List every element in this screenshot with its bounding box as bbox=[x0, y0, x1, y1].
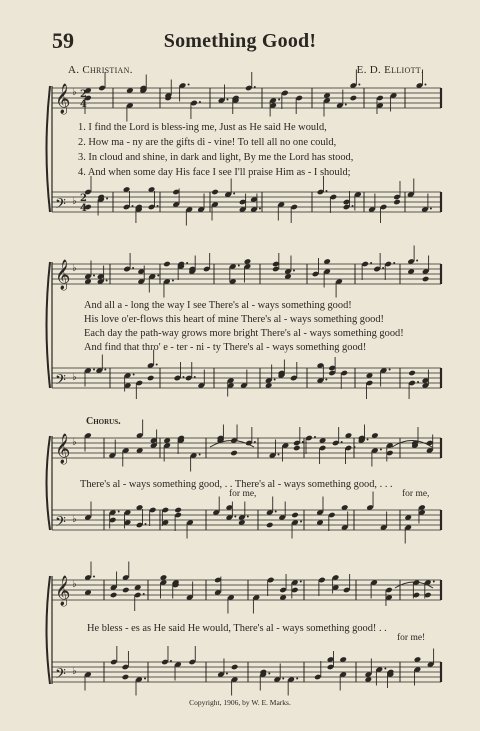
page-number: 59 bbox=[52, 28, 74, 53]
system-brace bbox=[47, 576, 51, 684]
time-signature: 4 bbox=[80, 99, 87, 110]
dot bbox=[233, 193, 235, 195]
dot bbox=[182, 376, 184, 378]
dot bbox=[106, 198, 108, 200]
dot bbox=[247, 516, 249, 518]
dot bbox=[382, 267, 384, 269]
chorus-echo-3: for me! bbox=[397, 633, 426, 643]
clef-symbol: 𝄢 bbox=[55, 372, 66, 392]
note-head bbox=[422, 276, 430, 283]
dot bbox=[234, 516, 236, 518]
flat-sign: ♭ bbox=[72, 579, 77, 590]
dot bbox=[278, 99, 280, 101]
note-head bbox=[266, 522, 274, 529]
dot bbox=[325, 190, 327, 192]
chorus-lyric-1: There's al - ways something good, . . There's al - ways something good, . . . bbox=[80, 479, 393, 490]
note-head bbox=[110, 592, 118, 599]
dot bbox=[393, 262, 395, 264]
dot bbox=[302, 441, 304, 443]
dot bbox=[417, 381, 419, 383]
chorus-label: Chorus. bbox=[86, 416, 121, 427]
dot bbox=[254, 441, 256, 443]
note-head bbox=[122, 587, 130, 594]
dot bbox=[314, 436, 316, 438]
dot bbox=[132, 267, 134, 269]
dot bbox=[157, 275, 159, 277]
dot bbox=[424, 84, 426, 86]
chorus-echo-2: for me, bbox=[402, 489, 430, 499]
dot bbox=[430, 208, 432, 210]
time-signature: 4 bbox=[80, 203, 87, 214]
flat-sign: ♭ bbox=[72, 666, 77, 677]
dot bbox=[351, 205, 353, 207]
dot bbox=[268, 673, 270, 675]
dot bbox=[145, 523, 147, 525]
dot bbox=[293, 270, 295, 272]
dot bbox=[367, 439, 369, 441]
dot bbox=[300, 581, 302, 583]
flat-sign: ♭ bbox=[72, 196, 77, 207]
flat-sign: ♭ bbox=[72, 514, 77, 525]
verse-line-6: His love o'er-flows this heart of mine There's al - ways something good! bbox=[84, 314, 384, 325]
author-credit: E. D. Elliott. bbox=[356, 64, 424, 76]
dot bbox=[358, 84, 360, 86]
note-head bbox=[174, 507, 182, 514]
clef-symbol: 𝄞 bbox=[55, 84, 71, 114]
clef-symbol: 𝄞 bbox=[55, 576, 71, 606]
dot bbox=[370, 262, 372, 264]
dot bbox=[389, 369, 391, 371]
dot bbox=[341, 441, 343, 443]
dot bbox=[188, 84, 190, 86]
dot bbox=[93, 576, 95, 578]
dot bbox=[199, 454, 201, 456]
dot bbox=[259, 208, 261, 210]
flat-sign: ♭ bbox=[72, 87, 77, 98]
system-brace bbox=[47, 436, 51, 530]
dot bbox=[282, 678, 284, 680]
dot bbox=[157, 205, 159, 207]
verse-line-2: 2. How ma - ny are the gifts di - vine! To tell all no one could, bbox=[78, 137, 337, 148]
clef-symbol: 𝄢 bbox=[55, 514, 66, 534]
verse-line-7: Each day the path-way grows more bright There's al - ways something good! bbox=[84, 328, 404, 339]
dot bbox=[278, 454, 280, 456]
note-head bbox=[230, 450, 238, 457]
dot bbox=[380, 449, 382, 451]
verse-line-5: And all a - long the way I see There's al - ways something good! bbox=[84, 300, 352, 311]
chorus-echo-1: for me, bbox=[229, 489, 257, 499]
note-head bbox=[163, 261, 171, 268]
dot bbox=[254, 86, 256, 88]
dot bbox=[226, 673, 228, 675]
hymn-title: Something Good! bbox=[163, 30, 317, 52]
dot bbox=[227, 99, 229, 101]
note-head bbox=[211, 189, 219, 196]
clef-symbol: 𝄢 bbox=[55, 666, 66, 686]
note-head bbox=[408, 370, 416, 377]
verse-line-4: 4. And when some day His face I see I'll praise Him as - I should; bbox=[78, 167, 351, 178]
note-head bbox=[122, 674, 130, 681]
dot bbox=[93, 369, 95, 371]
dot bbox=[194, 376, 196, 378]
dot bbox=[143, 593, 145, 595]
dot bbox=[172, 280, 174, 282]
note-head bbox=[293, 445, 301, 452]
verse-line-3: 3. In cloud and shine, in dark and light, By me the Lord has stood, bbox=[78, 152, 354, 163]
flat-sign: ♭ bbox=[72, 437, 77, 448]
dot bbox=[156, 364, 158, 366]
dot bbox=[275, 511, 277, 513]
dot bbox=[325, 379, 327, 381]
system-brace bbox=[47, 262, 51, 388]
clef-symbol: 𝄞 bbox=[55, 434, 71, 464]
flat-sign: ♭ bbox=[72, 372, 77, 383]
dot bbox=[300, 521, 302, 523]
note-head bbox=[291, 512, 299, 519]
time-signature: 2 bbox=[80, 89, 87, 100]
note-head bbox=[350, 95, 358, 102]
dot bbox=[144, 678, 146, 680]
dot bbox=[118, 511, 120, 513]
copyright-notice: Copyright, 1906, by W. E. Marks. bbox=[189, 698, 291, 707]
note-head bbox=[147, 375, 155, 382]
clef-symbol: 𝄢 bbox=[55, 196, 66, 216]
dot bbox=[186, 262, 188, 264]
chorus-lyric-2: He bless - es as He said He would, There's al - ways something good! . . bbox=[87, 623, 387, 634]
note-head bbox=[393, 199, 401, 206]
dot bbox=[170, 660, 172, 662]
dot bbox=[384, 668, 386, 670]
dot bbox=[238, 265, 240, 267]
dot bbox=[296, 678, 298, 680]
dot bbox=[104, 369, 106, 371]
dot bbox=[433, 581, 435, 583]
time-signature: 2 bbox=[80, 193, 87, 204]
clef-symbol: 𝄞 bbox=[55, 260, 71, 290]
dot bbox=[106, 280, 108, 282]
dot bbox=[274, 379, 276, 381]
dot bbox=[416, 260, 418, 262]
verse-line-1: 1. I find the Lord is bless-ing me, Just as He said He would, bbox=[78, 122, 327, 133]
note-head bbox=[231, 664, 239, 671]
dot bbox=[132, 205, 134, 207]
dot bbox=[199, 101, 201, 103]
system-brace bbox=[47, 86, 51, 212]
dot bbox=[345, 104, 347, 106]
dot bbox=[133, 374, 135, 376]
verse-line-8: And find that thro' e - ter - ni - ty There's al - ways something good! bbox=[84, 342, 367, 353]
flat-sign: ♭ bbox=[72, 263, 77, 274]
dot bbox=[353, 446, 355, 448]
composer-credit: A. Christian. bbox=[68, 64, 133, 76]
dot bbox=[93, 275, 95, 277]
